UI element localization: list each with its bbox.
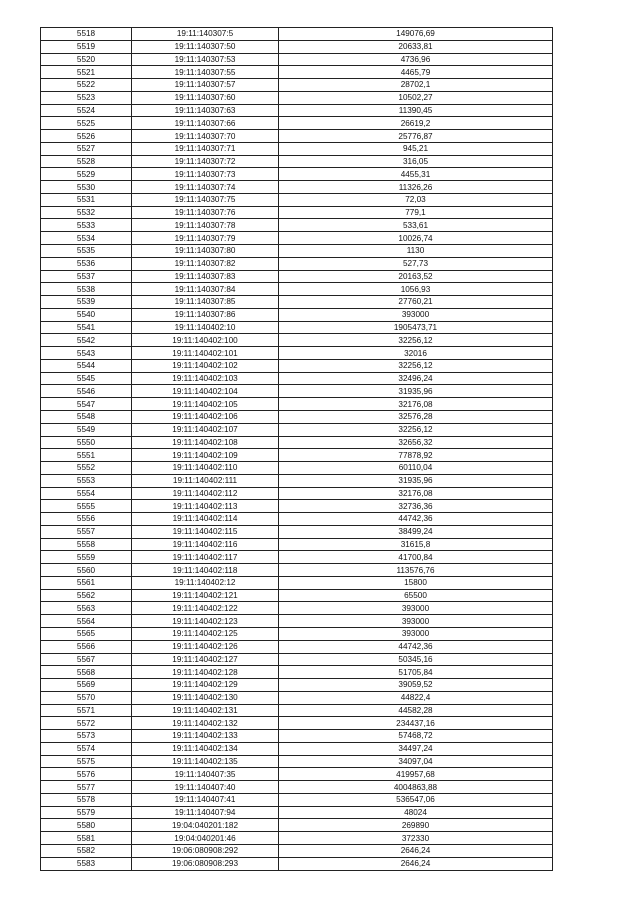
row-number-cell: 5572 xyxy=(41,717,132,730)
row-number-cell: 5581 xyxy=(41,832,132,845)
cadastral-number-cell: 19:11:140307:75 xyxy=(132,193,279,206)
value-cell: 393000 xyxy=(279,602,553,615)
cadastral-number-cell: 19:11:140402:10 xyxy=(132,321,279,334)
row-number-cell: 5574 xyxy=(41,742,132,755)
value-cell: 779,1 xyxy=(279,206,553,219)
cadastral-number-cell: 19:11:140402:113 xyxy=(132,500,279,513)
value-cell: 48024 xyxy=(279,806,553,819)
cadastral-number-cell: 19:11:140407:40 xyxy=(132,781,279,794)
cadastral-number-cell: 19:11:140402:12 xyxy=(132,576,279,589)
cadastral-number-cell: 19:11:140402:114 xyxy=(132,513,279,526)
row-number-cell: 5518 xyxy=(41,28,132,41)
cadastral-number-cell: 19:11:140402:109 xyxy=(132,449,279,462)
cadastral-number-cell: 19:11:140402:105 xyxy=(132,398,279,411)
value-cell: 4736,96 xyxy=(279,53,553,66)
row-number-cell: 5532 xyxy=(41,206,132,219)
table-row xyxy=(41,449,553,462)
row-number-cell: 5537 xyxy=(41,270,132,283)
cadastral-number-cell: 19:11:140402:115 xyxy=(132,525,279,538)
cadastral-number-cell: 19:04:040201:46 xyxy=(132,832,279,845)
table-row xyxy=(41,704,553,717)
cadastral-number-cell: 19:11:140307:76 xyxy=(132,206,279,219)
table-row xyxy=(41,155,553,168)
value-cell: 44742,36 xyxy=(279,513,553,526)
row-number-cell: 5558 xyxy=(41,538,132,551)
value-cell: 32576,28 xyxy=(279,410,553,423)
cadastral-number-cell: 19:11:140307:83 xyxy=(132,270,279,283)
table-row xyxy=(41,372,553,385)
row-number-cell: 5527 xyxy=(41,142,132,155)
row-number-cell: 5579 xyxy=(41,806,132,819)
table-row xyxy=(41,245,553,258)
value-cell: 32176,08 xyxy=(279,398,553,411)
table-row xyxy=(41,334,553,347)
row-number-cell: 5535 xyxy=(41,245,132,258)
table-row xyxy=(41,653,553,666)
cadastral-number-cell: 19:11:140402:118 xyxy=(132,564,279,577)
row-number-cell: 5582 xyxy=(41,845,132,858)
cadastral-number-cell: 19:11:140307:79 xyxy=(132,232,279,245)
row-number-cell: 5575 xyxy=(41,755,132,768)
cadastral-number-cell: 19:11:140307:73 xyxy=(132,168,279,181)
row-number-cell: 5531 xyxy=(41,193,132,206)
row-number-cell: 5538 xyxy=(41,283,132,296)
value-cell: 11326,26 xyxy=(279,181,553,194)
row-number-cell: 5573 xyxy=(41,730,132,743)
value-cell: 11390,45 xyxy=(279,104,553,117)
value-cell: 393000 xyxy=(279,308,553,321)
cadastral-number-cell: 19:11:140407:35 xyxy=(132,768,279,781)
value-cell: 10026,74 xyxy=(279,232,553,245)
value-cell: 4465,79 xyxy=(279,66,553,79)
cadastral-number-cell: 19:11:140402:110 xyxy=(132,462,279,475)
table-row xyxy=(41,755,553,768)
table-body xyxy=(41,28,553,871)
value-cell: 269890 xyxy=(279,819,553,832)
row-number-cell: 5520 xyxy=(41,53,132,66)
cadastral-number-cell: 19:11:140402:123 xyxy=(132,615,279,628)
value-cell: 51705,84 xyxy=(279,666,553,679)
table-row xyxy=(41,538,553,551)
row-number-cell: 5534 xyxy=(41,232,132,245)
cadastral-number-cell: 19:11:140402:103 xyxy=(132,372,279,385)
table-row xyxy=(41,576,553,589)
value-cell: 32016 xyxy=(279,347,553,360)
cadastral-number-cell: 19:11:140402:133 xyxy=(132,730,279,743)
value-cell: 32256,12 xyxy=(279,334,553,347)
value-cell: 26619,2 xyxy=(279,117,553,130)
table-row xyxy=(41,423,553,436)
table-row xyxy=(41,283,553,296)
row-number-cell: 5557 xyxy=(41,525,132,538)
value-cell: 536547,06 xyxy=(279,793,553,806)
row-number-cell: 5577 xyxy=(41,781,132,794)
value-cell: 44822,4 xyxy=(279,691,553,704)
row-number-cell: 5546 xyxy=(41,385,132,398)
cadastral-number-cell: 19:11:140402:122 xyxy=(132,602,279,615)
row-number-cell: 5521 xyxy=(41,66,132,79)
cadastral-number-cell: 19:11:140402:100 xyxy=(132,334,279,347)
value-cell: 25776,87 xyxy=(279,130,553,143)
value-cell: 50345,16 xyxy=(279,653,553,666)
value-cell: 20163,52 xyxy=(279,270,553,283)
row-number-cell: 5541 xyxy=(41,321,132,334)
table-row xyxy=(41,410,553,423)
row-number-cell: 5539 xyxy=(41,296,132,309)
row-number-cell: 5566 xyxy=(41,640,132,653)
cadastral-number-cell: 19:11:140407:94 xyxy=(132,806,279,819)
value-cell: 234437,16 xyxy=(279,717,553,730)
table-row xyxy=(41,551,553,564)
value-cell: 20633,81 xyxy=(279,40,553,53)
table-row xyxy=(41,28,553,41)
value-cell: 60110,04 xyxy=(279,462,553,475)
cadastral-number-cell: 19:11:140307:78 xyxy=(132,219,279,232)
value-cell: 10502,27 xyxy=(279,91,553,104)
value-cell: 38499,24 xyxy=(279,525,553,538)
value-cell: 39059,52 xyxy=(279,679,553,692)
table-row xyxy=(41,270,553,283)
table-row xyxy=(41,257,553,270)
value-cell: 32256,12 xyxy=(279,359,553,372)
table-row xyxy=(41,627,553,640)
cadastral-number-cell: 19:11:140307:71 xyxy=(132,142,279,155)
table-row xyxy=(41,666,553,679)
row-number-cell: 5555 xyxy=(41,500,132,513)
row-number-cell: 5565 xyxy=(41,627,132,640)
value-cell: 4004863,88 xyxy=(279,781,553,794)
row-number-cell: 5556 xyxy=(41,513,132,526)
cadastral-number-cell: 19:11:140307:72 xyxy=(132,155,279,168)
value-cell: 2646,24 xyxy=(279,857,553,870)
table-row xyxy=(41,385,553,398)
table-row xyxy=(41,602,553,615)
cadastral-number-cell: 19:11:140307:82 xyxy=(132,257,279,270)
value-cell: 1056,93 xyxy=(279,283,553,296)
cadastral-number-cell: 19:11:140307:60 xyxy=(132,91,279,104)
cadastral-number-cell: 19:11:140307:70 xyxy=(132,130,279,143)
value-cell: 945,21 xyxy=(279,142,553,155)
cadastral-number-cell: 19:11:140307:80 xyxy=(132,245,279,258)
table-row xyxy=(41,793,553,806)
cadastral-number-cell: 19:11:140307:53 xyxy=(132,53,279,66)
table-row xyxy=(41,564,553,577)
cadastral-number-cell: 19:11:140402:134 xyxy=(132,742,279,755)
cadastral-number-cell: 19:11:140402:125 xyxy=(132,627,279,640)
row-number-cell: 5578 xyxy=(41,793,132,806)
row-number-cell: 5519 xyxy=(41,40,132,53)
table-row xyxy=(41,742,553,755)
table-row xyxy=(41,40,553,53)
table-row xyxy=(41,79,553,92)
cadastral-number-cell: 19:11:140307:57 xyxy=(132,79,279,92)
table-row xyxy=(41,142,553,155)
value-cell: 316,05 xyxy=(279,155,553,168)
table-row xyxy=(41,436,553,449)
table-row xyxy=(41,398,553,411)
table-row xyxy=(41,232,553,245)
cadastral-number-cell: 19:11:140402:127 xyxy=(132,653,279,666)
cadastral-number-cell: 19:11:140402:130 xyxy=(132,691,279,704)
value-cell: 32256,12 xyxy=(279,423,553,436)
cadastral-number-cell: 19:11:140307:74 xyxy=(132,181,279,194)
row-number-cell: 5540 xyxy=(41,308,132,321)
value-cell: 1905473,71 xyxy=(279,321,553,334)
cadastral-number-cell: 19:11:140307:50 xyxy=(132,40,279,53)
row-number-cell: 5569 xyxy=(41,679,132,692)
row-number-cell: 5559 xyxy=(41,551,132,564)
row-number-cell: 5580 xyxy=(41,819,132,832)
row-number-cell: 5526 xyxy=(41,130,132,143)
cadastral-number-cell: 19:11:140307:84 xyxy=(132,283,279,296)
row-number-cell: 5528 xyxy=(41,155,132,168)
table-row xyxy=(41,819,553,832)
value-cell: 77878,92 xyxy=(279,449,553,462)
value-cell: 32496,24 xyxy=(279,372,553,385)
value-cell: 2646,24 xyxy=(279,845,553,858)
value-cell: 393000 xyxy=(279,627,553,640)
cadastral-number-cell: 19:06:080908:293 xyxy=(132,857,279,870)
cadastral-number-cell: 19:11:140402:106 xyxy=(132,410,279,423)
table-row xyxy=(41,206,553,219)
table-row xyxy=(41,857,553,870)
row-number-cell: 5536 xyxy=(41,257,132,270)
value-cell: 113576,76 xyxy=(279,564,553,577)
cadastral-number-cell: 19:11:140307:86 xyxy=(132,308,279,321)
value-cell: 31935,96 xyxy=(279,474,553,487)
cadastral-number-cell: 19:11:140402:102 xyxy=(132,359,279,372)
value-cell: 533,61 xyxy=(279,219,553,232)
value-cell: 32656,32 xyxy=(279,436,553,449)
table-row xyxy=(41,462,553,475)
value-cell: 72,03 xyxy=(279,193,553,206)
value-cell: 4455,31 xyxy=(279,168,553,181)
table-row xyxy=(41,589,553,602)
table-row xyxy=(41,53,553,66)
row-number-cell: 5554 xyxy=(41,487,132,500)
table-row xyxy=(41,321,553,334)
table-row xyxy=(41,500,553,513)
value-cell: 1130 xyxy=(279,245,553,258)
table-row xyxy=(41,130,553,143)
row-number-cell: 5522 xyxy=(41,79,132,92)
row-number-cell: 5547 xyxy=(41,398,132,411)
table-row xyxy=(41,181,553,194)
table-row xyxy=(41,768,553,781)
cadastral-number-cell: 19:11:140407:41 xyxy=(132,793,279,806)
row-number-cell: 5524 xyxy=(41,104,132,117)
table-row xyxy=(41,104,553,117)
table-row xyxy=(41,474,553,487)
table-row xyxy=(41,640,553,653)
cadastral-number-cell: 19:11:140402:132 xyxy=(132,717,279,730)
table-row xyxy=(41,806,553,819)
table-row xyxy=(41,219,553,232)
cadastral-number-cell: 19:11:140307:63 xyxy=(132,104,279,117)
value-cell: 65500 xyxy=(279,589,553,602)
table-row xyxy=(41,615,553,628)
table-row xyxy=(41,730,553,743)
row-number-cell: 5576 xyxy=(41,768,132,781)
row-number-cell: 5562 xyxy=(41,589,132,602)
value-cell: 15800 xyxy=(279,576,553,589)
table-row xyxy=(41,845,553,858)
row-number-cell: 5551 xyxy=(41,449,132,462)
value-cell: 57468,72 xyxy=(279,730,553,743)
value-cell: 44742,36 xyxy=(279,640,553,653)
row-number-cell: 5568 xyxy=(41,666,132,679)
table-row xyxy=(41,308,553,321)
table-row xyxy=(41,91,553,104)
value-cell: 34097,04 xyxy=(279,755,553,768)
row-number-cell: 5545 xyxy=(41,372,132,385)
row-number-cell: 5552 xyxy=(41,462,132,475)
value-cell: 393000 xyxy=(279,615,553,628)
row-number-cell: 5550 xyxy=(41,436,132,449)
table-row xyxy=(41,679,553,692)
row-number-cell: 5533 xyxy=(41,219,132,232)
cadastral-number-cell: 19:11:140307:5 xyxy=(132,28,279,41)
row-number-cell: 5523 xyxy=(41,91,132,104)
row-number-cell: 5570 xyxy=(41,691,132,704)
value-cell: 372330 xyxy=(279,832,553,845)
cadastral-number-cell: 19:11:140402:117 xyxy=(132,551,279,564)
cadastral-number-cell: 19:11:140402:107 xyxy=(132,423,279,436)
cadastral-number-cell: 19:11:140402:135 xyxy=(132,755,279,768)
row-number-cell: 5567 xyxy=(41,653,132,666)
table-row xyxy=(41,781,553,794)
row-number-cell: 5571 xyxy=(41,704,132,717)
table-row xyxy=(41,359,553,372)
value-cell: 41700,84 xyxy=(279,551,553,564)
cadastral-number-cell: 19:11:140402:112 xyxy=(132,487,279,500)
cadastral-number-cell: 19:11:140402:131 xyxy=(132,704,279,717)
cadastral-number-cell: 19:11:140402:128 xyxy=(132,666,279,679)
cadastral-value-table xyxy=(40,27,553,871)
table-row xyxy=(41,193,553,206)
value-cell: 27760,21 xyxy=(279,296,553,309)
row-number-cell: 5543 xyxy=(41,347,132,360)
value-cell: 31935,96 xyxy=(279,385,553,398)
value-cell: 149076,69 xyxy=(279,28,553,41)
cadastral-number-cell: 19:11:140402:108 xyxy=(132,436,279,449)
row-number-cell: 5529 xyxy=(41,168,132,181)
value-cell: 34497,24 xyxy=(279,742,553,755)
cadastral-number-cell: 19:11:140402:104 xyxy=(132,385,279,398)
row-number-cell: 5561 xyxy=(41,576,132,589)
value-cell: 419957,68 xyxy=(279,768,553,781)
table-row xyxy=(41,347,553,360)
table-row xyxy=(41,832,553,845)
cadastral-number-cell: 19:11:140402:126 xyxy=(132,640,279,653)
table-row xyxy=(41,717,553,730)
table-row xyxy=(41,66,553,79)
value-cell: 28702,1 xyxy=(279,79,553,92)
table-row xyxy=(41,168,553,181)
row-number-cell: 5583 xyxy=(41,857,132,870)
row-number-cell: 5542 xyxy=(41,334,132,347)
cadastral-number-cell: 19:11:140402:121 xyxy=(132,589,279,602)
table-row xyxy=(41,296,553,309)
row-number-cell: 5544 xyxy=(41,359,132,372)
row-number-cell: 5560 xyxy=(41,564,132,577)
table-row xyxy=(41,513,553,526)
cadastral-number-cell: 19:11:140307:55 xyxy=(132,66,279,79)
row-number-cell: 5564 xyxy=(41,615,132,628)
row-number-cell: 5563 xyxy=(41,602,132,615)
cadastral-number-cell: 19:11:140402:111 xyxy=(132,474,279,487)
value-cell: 32736,36 xyxy=(279,500,553,513)
row-number-cell: 5530 xyxy=(41,181,132,194)
cadastral-number-cell: 19:11:140402:116 xyxy=(132,538,279,551)
cadastral-number-cell: 19:11:140402:129 xyxy=(132,679,279,692)
row-number-cell: 5553 xyxy=(41,474,132,487)
table-row xyxy=(41,691,553,704)
table-row xyxy=(41,117,553,130)
row-number-cell: 5525 xyxy=(41,117,132,130)
cadastral-number-cell: 19:11:140402:101 xyxy=(132,347,279,360)
table-row xyxy=(41,487,553,500)
value-cell: 527,73 xyxy=(279,257,553,270)
cadastral-number-cell: 19:04:040201:182 xyxy=(132,819,279,832)
table-row xyxy=(41,525,553,538)
row-number-cell: 5548 xyxy=(41,410,132,423)
value-cell: 32176,08 xyxy=(279,487,553,500)
cadastral-number-cell: 19:11:140307:85 xyxy=(132,296,279,309)
cadastral-number-cell: 19:06:080908:292 xyxy=(132,845,279,858)
value-cell: 44582,28 xyxy=(279,704,553,717)
value-cell: 31615,8 xyxy=(279,538,553,551)
cadastral-number-cell: 19:11:140307:66 xyxy=(132,117,279,130)
row-number-cell: 5549 xyxy=(41,423,132,436)
